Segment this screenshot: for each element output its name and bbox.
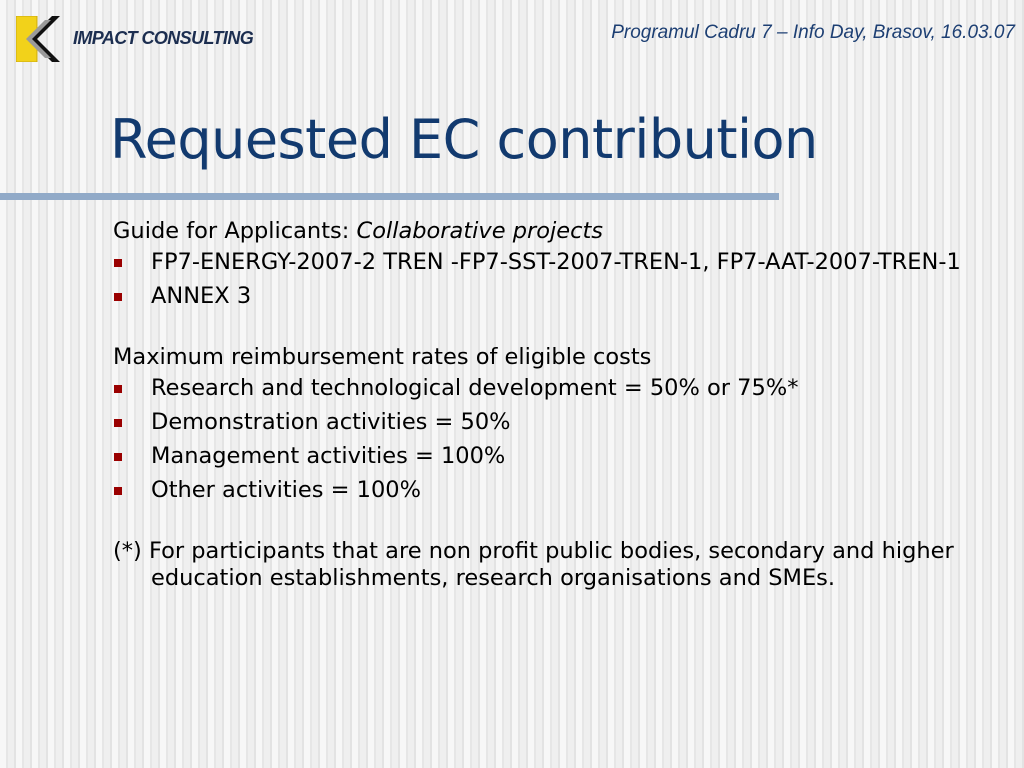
list-item-text: ANNEX 3 [151,283,252,309]
rates-heading: Maximum reimbursement rates of eligible costs [113,344,652,370]
slide-body [113,218,1003,592]
list-item-text: Research and technological development = 50% or 75%* [151,375,799,401]
chevron-arrow-logo-icon [16,16,60,62]
company-logo [16,16,256,64]
square-bullet-icon [114,419,122,427]
list-item [113,477,1003,504]
list-item [113,283,1003,310]
list-item [113,409,1003,436]
list-item-text: Demonstration activities = 50% [151,409,511,435]
logo-text: IMPACT CONSULTING [73,28,254,48]
square-bullet-icon [114,259,122,267]
list-item-text: FP7-ENERGY-2007-2 TREN -FP7-SST-2007-TREN-1, FP7-AAT-2007-TREN-1 [151,249,961,275]
rates-list [113,375,1003,504]
list-item [113,443,1003,470]
guide-heading [113,218,1003,245]
footnote: (*) For participants that are non profit public bodies, secondary and higher education establishments, research organisations and SMEs. [113,538,954,591]
slide-title: Requested EC contribution [110,108,818,171]
list-item [113,249,1003,276]
guide-emphasis: Collaborative projects [356,218,604,244]
guide-list [113,249,1003,310]
square-bullet-icon [114,293,122,301]
event-header: Programul Cadru 7 – Info Day, Brasov, 16.03.07 [611,22,1015,43]
square-bullet-icon [114,453,122,461]
square-bullet-icon [114,385,122,393]
list-item [113,375,1003,402]
square-bullet-icon [114,487,122,495]
guide-label: Guide for Applicants: [113,218,350,244]
list-item-text: Other activities = 100% [151,477,421,503]
list-item-text: Management activities = 100% [151,443,506,469]
title-underline [0,193,779,200]
